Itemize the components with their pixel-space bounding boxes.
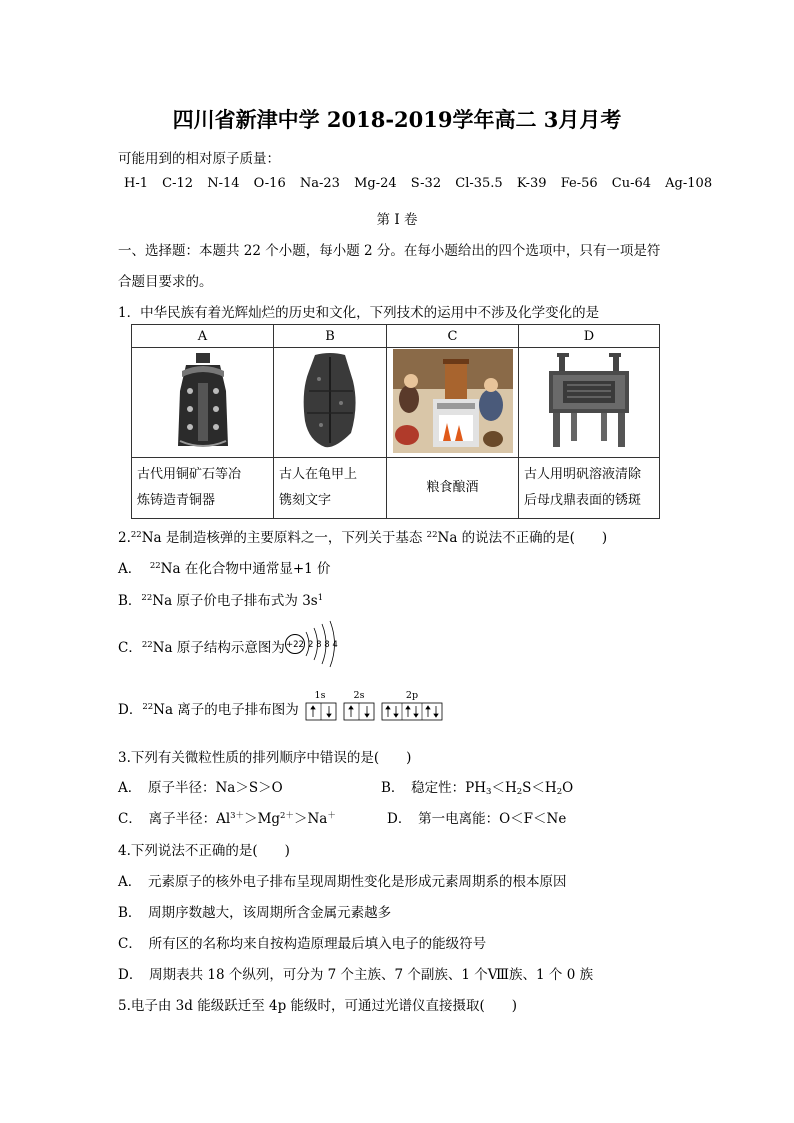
question-4-option-d: D． 周期表共 18 个纵列，可分为 7 个主族、7 个副族、1 个Ⅷ族、1 个 0 族 — [118, 967, 594, 983]
question-2-option-b: B．$^{22}$Na 原子价电子排布式为 $3s^1$ — [118, 593, 324, 609]
ding-vessel-image — [519, 348, 660, 458]
atomic-structure-diagram — [284, 618, 346, 670]
question-1-stem: 1．中华民族有着光辉灿烂的历史和文化，下列技术的运用中不涉及化学变化的是 — [118, 305, 600, 321]
option-a-description: 古代用铜矿石等冶 炼铸造青铜器 — [132, 458, 274, 519]
page-title: 四川省新津中学 2018-2019学年高二 3月月考 — [172, 107, 622, 132]
atomic-mass-item: H-1 — [124, 176, 149, 191]
atomic-mass-item: Ag-108 — [665, 176, 713, 191]
brewing-scene-image — [387, 348, 519, 458]
question-3-option-d: D． 第一电离能：O＜F＜Ne — [387, 811, 567, 827]
question-3-option-a: A． 原子半径：Na＞S＞O — [118, 780, 283, 796]
orbital-label-1s: 1s — [314, 690, 326, 701]
atomic-mass-item: Na-23 — [299, 176, 340, 191]
shell-electron-counts: 2 8 8 4 — [308, 640, 338, 650]
atomic-mass-item: Cu-64 — [611, 176, 652, 191]
option-d-description: 古人用明矾溶液清除 后母戊鼎表面的锈斑 — [519, 458, 660, 519]
question-4-option-c: C． 所有区的名称均来自按构造原理最后填入电子的能级符号 — [118, 936, 487, 952]
section-intro: 合题目要求的。 — [118, 274, 213, 290]
question-2-option-d: D．$^{22}$Na 离子的电子排布图为 — [118, 702, 299, 718]
question-4-option-b: B． 周期序数越大，该周期所含金属元素越多 — [118, 905, 392, 921]
question-4-option-a: A． 元素原子的核外电子排布呈现周期性变化是形成元素周期系的根本原因 — [118, 874, 567, 890]
orbital-label-2s: 2s — [353, 690, 365, 701]
volume-label: 第 I 卷 — [376, 212, 418, 228]
atomic-mass-item: Mg-24 — [354, 176, 397, 191]
option-c-header: C — [387, 325, 519, 348]
nucleus-charge: +22 — [286, 640, 304, 650]
option-d-header: D — [519, 325, 660, 348]
question-2-stem: 2.22Na 是制造核弹的主要原料之一，下列关于基态 $^{22}$Na 的说法不正确的是( ) — [118, 530, 608, 546]
question-3-stem: 3.下列有关微粒性质的排列顺序中错误的是( ) — [118, 750, 412, 766]
atomic-mass-item: C-12 — [162, 176, 194, 191]
option-a-header: A — [132, 325, 274, 348]
atomic-mass-item: N-14 — [207, 176, 240, 191]
question-3-option-c: C． 离子半径：$Al^{3+}>Mg^{2+}>Na^+$ — [118, 811, 336, 827]
atomic-mass-item: S-32 — [410, 176, 442, 191]
question-1-table — [131, 324, 660, 519]
atomic-mass-item: Cl-35.5 — [455, 176, 503, 191]
section-intro: 一、选择题：本题共 22 个小题，每小题 2 分。在每小题给出的四个选项中，只有一项是符 — [118, 243, 661, 259]
atomic-mass-item: K-39 — [516, 176, 547, 191]
question-2-option-a: A． $^{22}$Na 在化合物中通常显+1 价 — [118, 561, 331, 577]
tortoise-shell-image — [274, 348, 387, 458]
atomic-mass-label: 可能用到的相对原子质量： — [118, 151, 280, 167]
option-c-description: 粮食酿酒 — [387, 458, 519, 519]
atomic-mass-item: O-16 — [253, 176, 286, 191]
bronze-bell-image — [132, 348, 274, 458]
question-2-option-c: C．$^{22}$Na 原子结构示意图为 — [118, 640, 285, 656]
question-4-stem: 4.下列说法不正确的是( ) — [118, 843, 290, 859]
atomic-mass-item: Fe-56 — [560, 176, 598, 191]
question-5-stem: 5.电子由 3d 能级跃迁至 4p 能级时，可通过光谱仪直接摄取( ) — [118, 998, 518, 1014]
question-3-option-b: B． 稳定性：$PH_3<H_2S<H_2O$ — [381, 780, 574, 797]
orbital-diagram — [304, 688, 446, 724]
option-b-description: 古人在龟甲上 镌刻文字 — [274, 458, 387, 519]
atomic-mass-list — [124, 176, 722, 191]
option-b-header: B — [274, 325, 387, 348]
orbital-label-2p: 2p — [405, 690, 419, 701]
